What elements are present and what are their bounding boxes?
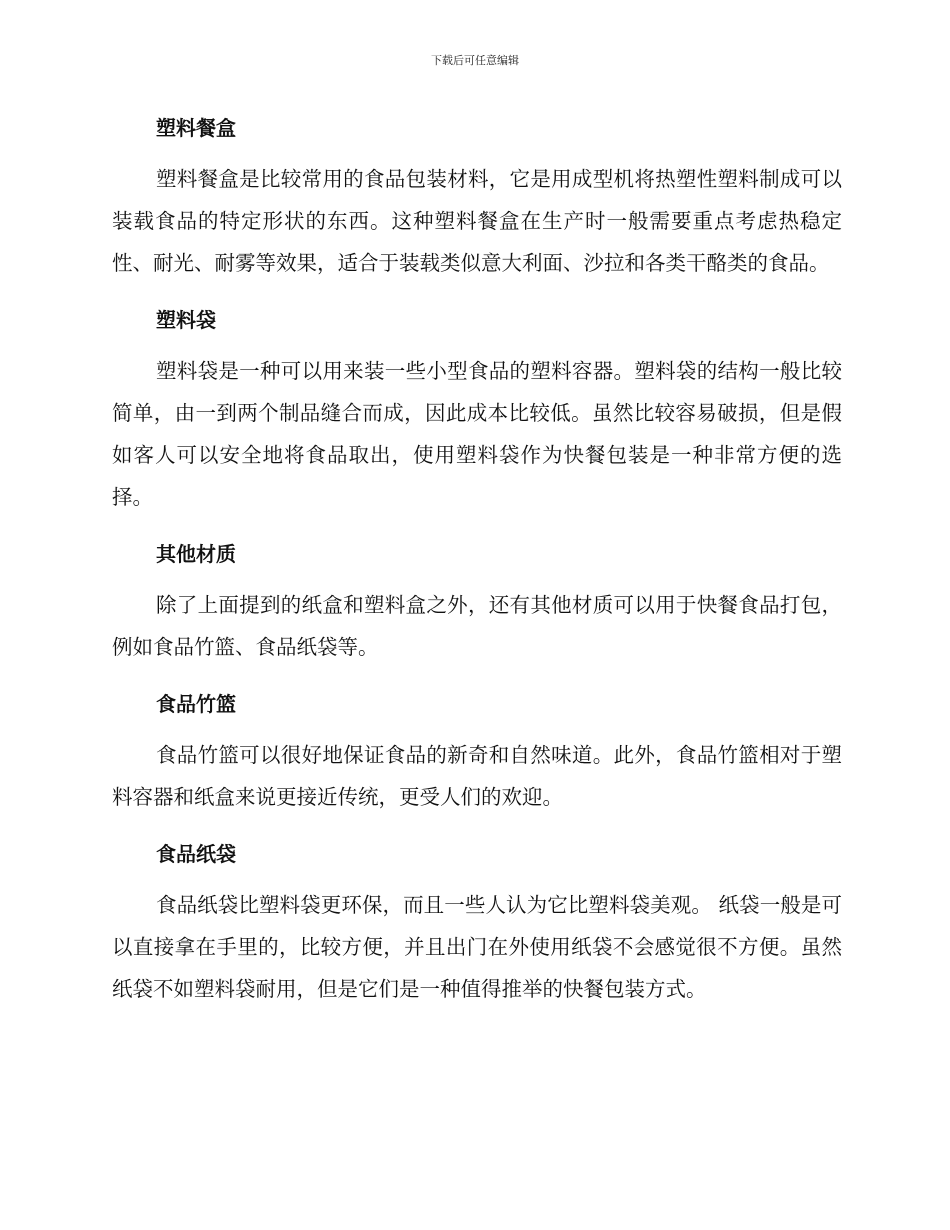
section-paragraph: 食品竹篮可以很好地保证食品的新奇和自然味道。此外，食品竹篮相对于塑料容器和纸盒来说更接近传统，更受人们的欢迎。 — [112, 743, 842, 809]
section-paragraph: 除了上面提到的纸盒和塑料盒之外，还有其他材质可以用于快餐食品打包，例如食品竹篮、食品纸袋等。 — [112, 593, 842, 659]
section-paper-bag — [112, 834, 842, 1010]
section-other-materials — [112, 534, 842, 668]
section-paragraph: 塑料餐盒是比较常用的食品包装材料，它是用成型机将热塑性塑料制成可以装载食品的特定形状的东西。这种塑料餐盒在生产时一般需要重点考虑热稳定性、耐光、耐雾等效果，适合于装载类似意大利面、沙拉和各类干酪类的食品。 — [112, 167, 842, 275]
section-plastic-bag — [112, 300, 842, 518]
page-header: 下载后可任意编辑 — [431, 54, 519, 67]
section-paragraph: 食品纸袋比塑料袋更环保，而且一些人认为它比塑料袋美观。 纸袋一般是可以直接拿在手里的，比较方便，并且出门在外使用纸袋不会感觉很不方便。虽然纸袋不如塑料袋耐用，但是它们是一种值得推举的快餐包装方式。 — [112, 893, 842, 1001]
section-plastic-lunch-box — [112, 108, 842, 284]
section-heading: 塑料餐盒 — [156, 116, 236, 140]
section-heading: 其他材质 — [156, 542, 236, 566]
section-paragraph: 塑料袋是一种可以用来装一些小型食品的塑料容器。塑料袋的结构一般比较简单，由一到两个制品缝合而成，因此成本比较低。虽然比较容易破损，但是假如客人可以安全地将食品取出，使用塑料袋作为快餐包装是一种非常方便的选择。 — [112, 359, 842, 509]
section-bamboo-basket — [112, 684, 842, 818]
document-body — [112, 108, 842, 1026]
section-heading: 食品纸袋 — [156, 842, 236, 866]
section-heading: 食品竹篮 — [156, 692, 236, 716]
section-heading: 塑料袋 — [156, 308, 216, 332]
